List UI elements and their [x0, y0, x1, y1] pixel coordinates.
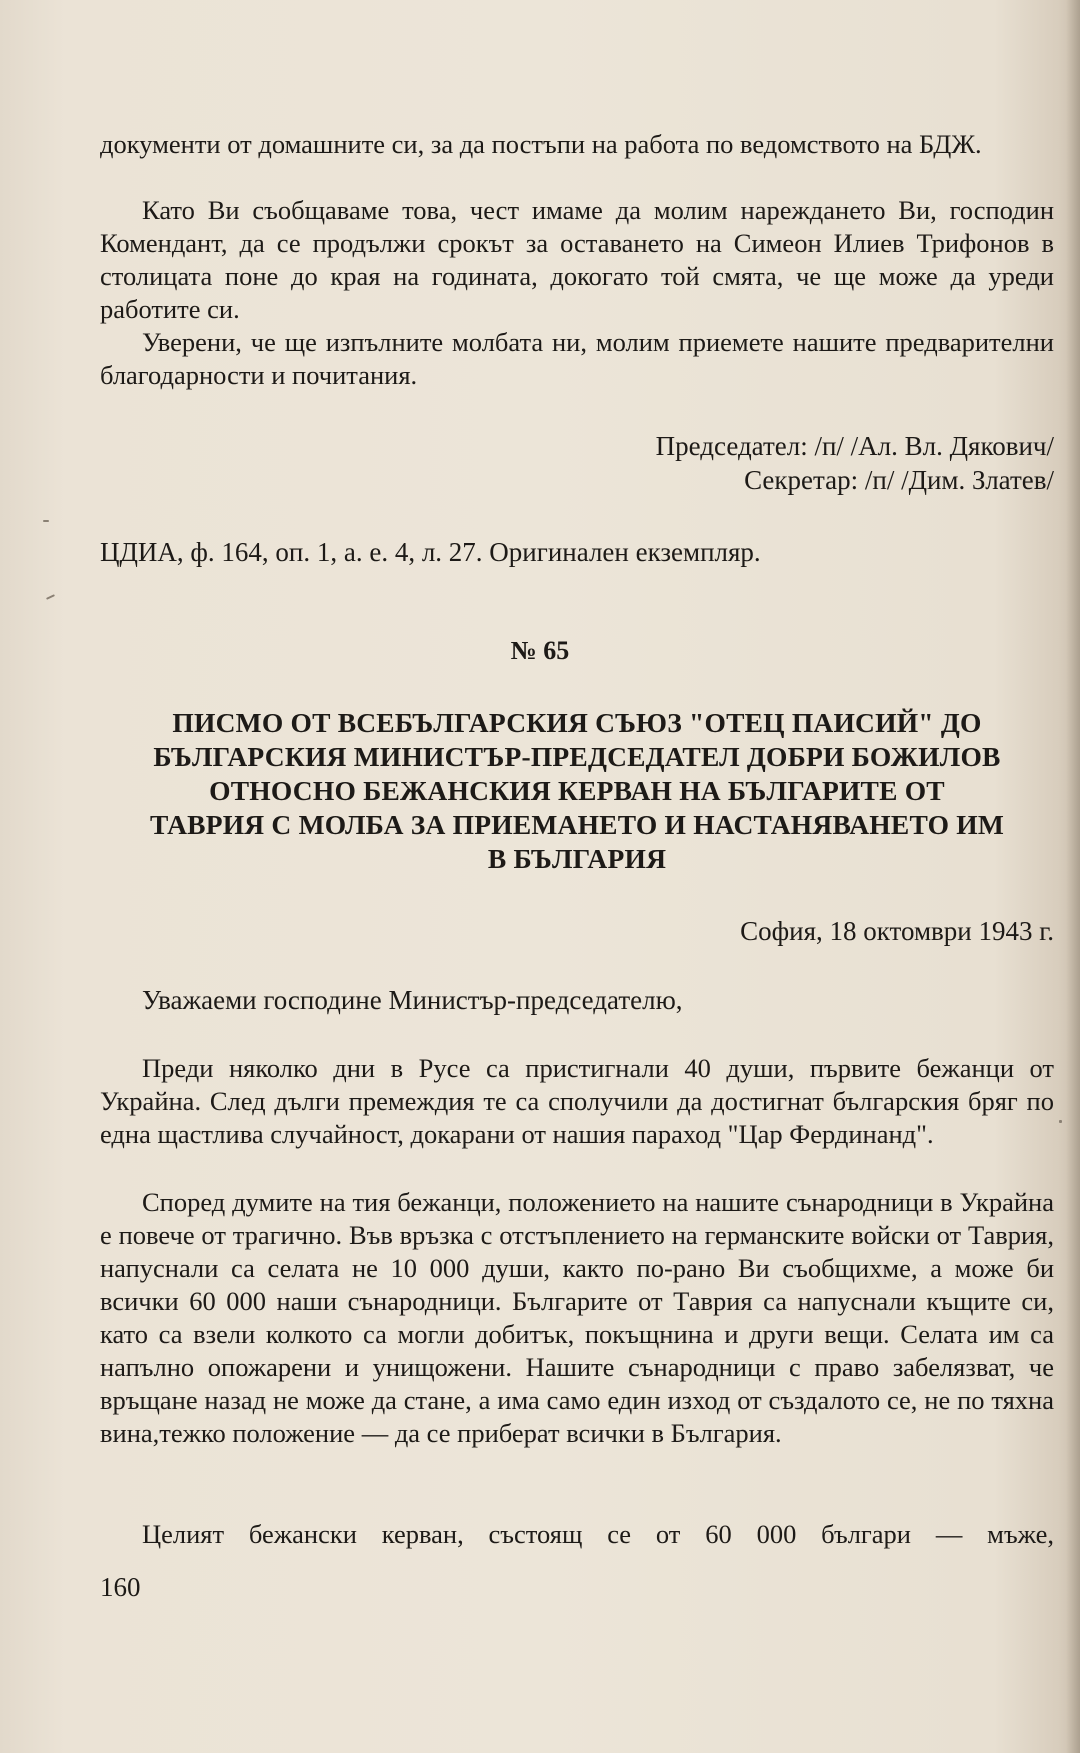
- caravan-paragraph: Целият бежански керван, състоящ се от 60 000 българи — мъже,: [142, 1519, 1054, 1549]
- salutation: Уважаеми господине Министър-председателю,: [142, 985, 683, 1015]
- title-line: ПИСМО ОТ ВСЕБЪЛГАРСКИЯ СЪЮЗ "ОТЕЦ ПАИСИЙ" ДО: [172, 707, 982, 738]
- continuation-paragraph: документи от домашните си, за да постъпи на работа по ведомството на БДЖ.: [100, 129, 982, 159]
- scan-speck: [46, 594, 55, 600]
- refugees-paragraph: Преди няколко дни в Русе са пристигнали 40 души, първите бежанци от Украйна. След дълги премеждия те са сполучили да достигнат българския бряг по една щастлива случайност, докарани от нашия параход "Цар Фердинанд".: [100, 1053, 1054, 1149]
- archive-source: ЦДИА, ф. 164, оп. 1, а. е. 4, л. 27. Оригинален екземпляр.: [100, 537, 761, 567]
- page-number: 160: [100, 1572, 141, 1602]
- secretary-signature: Секретар: /п/ /Дим. Златев/: [744, 465, 1054, 495]
- closing-paragraph: Уверени, че ще изпълните молбата ни, молим приемете нашите предварителни благодарности и почитания.: [100, 327, 1054, 390]
- situation-paragraph: Според думите на тия бежанци, положението на нашите сънародници в Украйна е повече от трагично. Във връзка с отстъплението на германските войски от Таврия, напуснали са селата не 10 000 души, както по-рано Ви съобщихме, а може би всички 60 000 наши сънародници. Българите от Таврия са напуснали къщите си, като са взели колкото са могли добитък, покъщнина и други вещи. Селата им са напълно опожарени и унищожени. Нашите сънародници с право забелязват, че връщане назад не може да стане, а има само един изход от създалото се, не по тяхна вина,тежко положение — да се приберат всички в България.: [100, 1187, 1054, 1448]
- request-paragraph: Като Ви съобщаваме това, чест имаме да молим нареждането Ви, господин Комендант, да се продължи срокът за оставането на Симеон Илиев Трифонов в столицата поне до края на годината, докогато той смята, че ще може да уреди работите си.: [100, 195, 1054, 324]
- page-edge-shadow: [1066, 0, 1080, 1753]
- title-line: ТАВРИЯ С МОЛБА ЗА ПРИЕМАНЕТО И НАСТАНЯВАНЕТО ИМ: [149, 809, 1005, 840]
- scan-speck: [43, 520, 49, 522]
- document-title: [100, 706, 1054, 876]
- title-line: ОТНОСНО БЕЖАНСКИЯ КЕРВАН НА БЪЛГАРИТЕ ОТ: [209, 775, 945, 806]
- chairman-signature: Председател: /п/ /Ал. Вл. Дякович/: [655, 431, 1054, 461]
- scan-speck: [1059, 1120, 1062, 1123]
- title-line: БЪЛГАРСКИЯ МИНИСТЪР-ПРЕДСЕДАТЕЛ ДОБРИ БОЖИЛОВ: [153, 741, 1001, 772]
- place-and-date: София, 18 октомври 1943 г.: [740, 916, 1054, 946]
- document-number: № 65: [510, 636, 570, 665]
- title-line: В БЪЛГАРИЯ: [487, 843, 667, 874]
